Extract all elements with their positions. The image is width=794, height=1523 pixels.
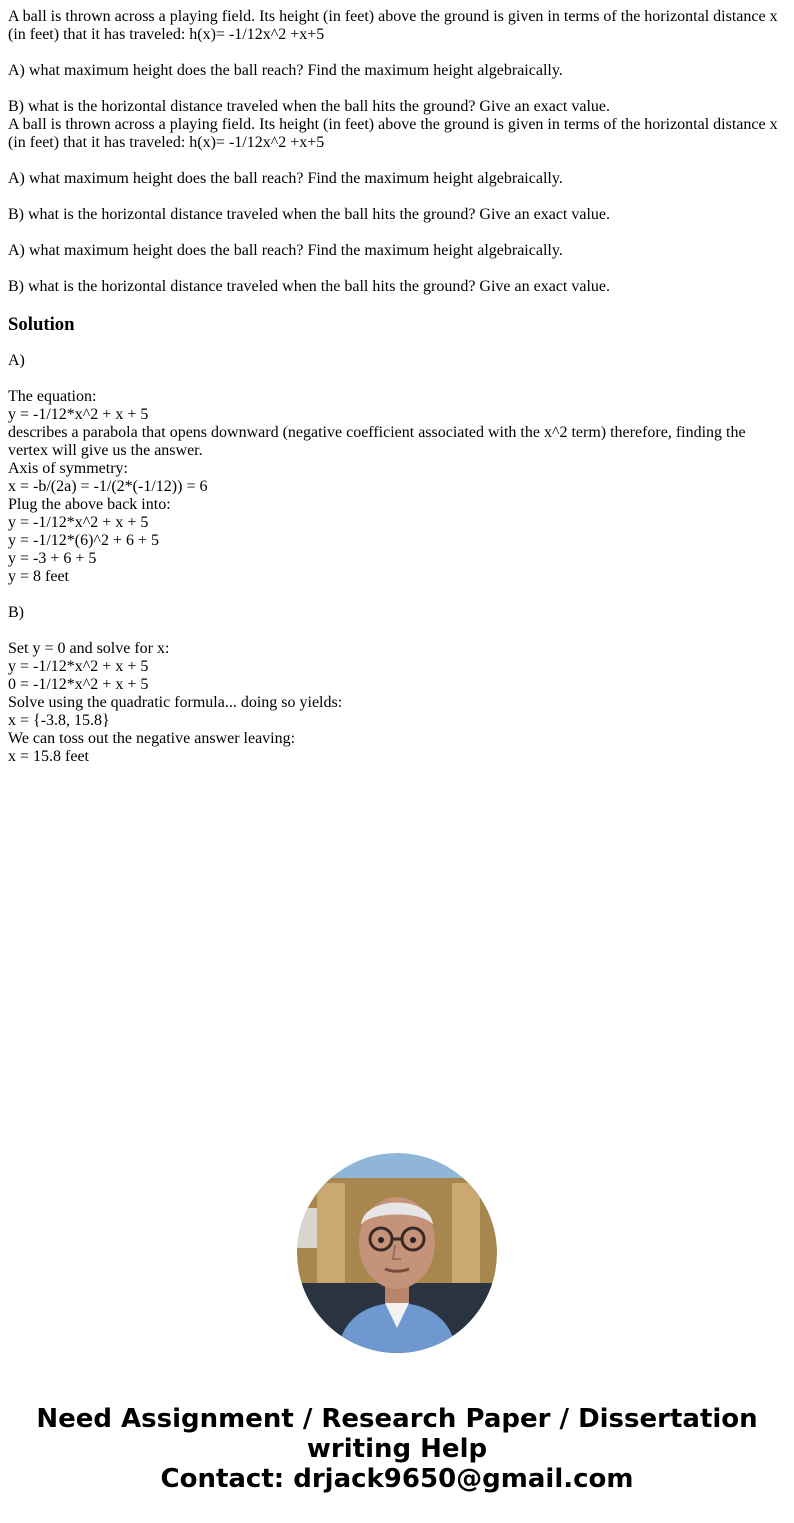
solution-heading: Solution xyxy=(8,314,75,335)
question-part-b: B) what is the horizontal distance traveled when the ball hits the ground? Give an exact value. xyxy=(8,98,611,115)
solution-line: Plug the above back into: xyxy=(8,496,171,513)
question-part-a-repeat: A) what maximum height does the ball reach? Find the maximum height algebraically. xyxy=(8,170,563,187)
solution-line: 0 = -1/12*x^2 + x + 5 xyxy=(8,676,149,693)
question-intro-repeat: A ball is thrown across a playing field. Its height (in feet) above the ground is given in terms of the horizontal distance x (in feet) that it has traveled: h(x)= -1/12x^2 +x+5 xyxy=(8,116,778,151)
document-body xyxy=(8,8,786,784)
solution-part-b xyxy=(8,640,786,766)
solution-line: Set y = 0 and solve for x: xyxy=(8,640,170,657)
solution-line: We can toss out the negative answer leaving: xyxy=(8,730,296,747)
promo-line-1: Need Assignment / Research Paper / Dissertation xyxy=(36,1404,758,1434)
solution-part-b-label: B) xyxy=(8,604,24,621)
solution-part-a xyxy=(8,388,786,586)
question-part-b-repeat-2: B) what is the horizontal distance traveled when the ball hits the ground? Give an exact value. xyxy=(8,278,611,295)
solution-line: y = 8 feet xyxy=(8,568,69,585)
avatar xyxy=(297,1153,497,1353)
question-part-a-repeat-2: A) what maximum height does the ball reach? Find the maximum height algebraically. xyxy=(8,242,563,259)
solution-part-a-label: A) xyxy=(8,352,25,369)
solution-line: y = -1/12*(6)^2 + 6 + 5 xyxy=(8,532,160,549)
solution-line: y = -1/12*x^2 + x + 5 xyxy=(8,514,149,531)
solution-line: x = -b/(2a) = -1/(2*(-1/12)) = 6 xyxy=(8,478,208,495)
portrait-image xyxy=(297,1153,497,1353)
promo-contact-email[interactable]: Contact: drjack9650@gmail.com xyxy=(160,1464,634,1494)
solution-line: x = 15.8 feet xyxy=(8,748,89,765)
solution-line: The equation: xyxy=(8,388,97,405)
promo-line-2: writing Help xyxy=(306,1434,488,1464)
solution-line: Axis of symmetry: xyxy=(8,460,128,477)
solution-line: y = -1/12*x^2 + x + 5 xyxy=(8,406,149,423)
question-part-b-repeat: B) what is the horizontal distance traveled when the ball hits the ground? Give an exact value. xyxy=(8,206,611,223)
solution-line: x = {-3.8, 15.8} xyxy=(8,712,110,729)
solution-line: y = -3 + 6 + 5 xyxy=(8,550,97,567)
solution-line: Solve using the quadratic formula... doing so yields: xyxy=(8,694,343,711)
solution-line: describes a parabola that opens downward (negative coefficient associated with the x^2 term) therefore, finding the vertex will give us the answer. xyxy=(8,424,746,459)
question-intro: A ball is thrown across a playing field. Its height (in feet) above the ground is given in terms of the horizontal distance x (in feet) that it has traveled: h(x)= -1/12x^2 +x+5 xyxy=(8,8,778,43)
solution-line: y = -1/12*x^2 + x + 5 xyxy=(8,658,149,675)
promo-banner xyxy=(0,1404,794,1494)
question-part-a: A) what maximum height does the ball reach? Find the maximum height algebraically. xyxy=(8,62,563,79)
